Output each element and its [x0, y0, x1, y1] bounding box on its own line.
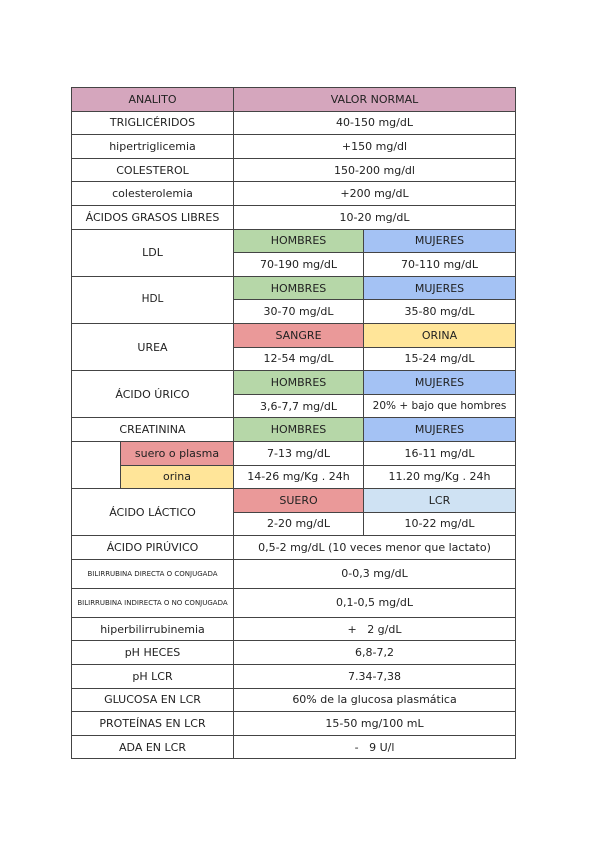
orina-value: 15-24 mg/dL [364, 347, 516, 371]
table-row [72, 276, 516, 300]
analyte-value: 7.34-7,38 [234, 665, 516, 689]
table-row [72, 688, 516, 712]
sangre-header: SANGRE [234, 323, 364, 347]
table-row [72, 489, 516, 513]
hombres-header: HOMBRES [234, 276, 364, 300]
table-row [72, 323, 516, 347]
table-row [72, 712, 516, 736]
analyte-name: ÁCIDO LÁCTICO [72, 489, 234, 536]
reference-values-table [71, 87, 516, 759]
lcr-header: LCR [364, 489, 516, 513]
analyte-name: hiperbilirrubinemia [72, 617, 234, 641]
hombres-value: 14-26 mg/Kg . 24h [234, 465, 364, 489]
analyte-name: UREA [72, 323, 234, 370]
analyte-value: 0-0,3 mg/dL [234, 559, 516, 588]
suero-header: SUERO [234, 489, 364, 513]
lcr-value: 10-22 mg/dL [364, 512, 516, 536]
table-row [72, 617, 516, 641]
table-row [72, 135, 516, 159]
analyte-name: CREATININA [72, 418, 234, 442]
analyte-name: colesterolemia [72, 182, 234, 206]
hombres-header: HOMBRES [234, 371, 364, 395]
hombres-header: HOMBRES [234, 229, 364, 253]
analyte-name: pH LCR [72, 665, 234, 689]
table-row [72, 418, 516, 442]
table-row [72, 465, 516, 489]
analyte-name: hipertriglicemia [72, 135, 234, 159]
table-row [72, 205, 516, 229]
hombres-value: 7-13 mg/dL [234, 441, 364, 465]
analyte-name: HDL [72, 276, 234, 323]
header-valor-normal: VALOR NORMAL [234, 88, 516, 112]
table-row [72, 641, 516, 665]
suero-value: 2-20 mg/dL [234, 512, 364, 536]
analyte-value: 0,5-2 mg/dL (10 veces menor que lactato) [234, 536, 516, 560]
mujeres-value: 16-11 mg/dL [364, 441, 516, 465]
analyte-value: 150-200 mg/dl [234, 158, 516, 182]
analyte-name: GLUCOSA EN LCR [72, 688, 234, 712]
analyte-name: ÁCIDOS GRASOS LIBRES [72, 205, 234, 229]
analyte-name: BILIRRUBINA DIRECTA O CONJUGADA [72, 559, 234, 588]
table-row [72, 158, 516, 182]
table-row [72, 441, 516, 465]
hombres-value: 70-190 mg/dL [234, 253, 364, 277]
table-row [72, 182, 516, 206]
mujeres-value: 11.20 mg/Kg . 24h [364, 465, 516, 489]
analyte-name: ÁCIDO PIRÚVICO [72, 536, 234, 560]
header-analito: ANALITO [72, 88, 234, 112]
table-row [72, 536, 516, 560]
hombres-value: 3,6-7,7 mg/dL [234, 394, 364, 418]
table-row [72, 735, 516, 759]
orina-header: ORINA [364, 323, 516, 347]
analyte-value: 6,8-7,2 [234, 641, 516, 665]
analyte-value: 0,1-0,5 mg/dL [234, 588, 516, 617]
analyte-value: 15-50 mg/100 mL [234, 712, 516, 736]
mujeres-header: MUJERES [364, 418, 516, 442]
table-row [72, 588, 516, 617]
table-header-row [72, 88, 516, 112]
analyte-name: pH HECES [72, 641, 234, 665]
hombres-value: 30-70 mg/dL [234, 300, 364, 324]
analyte-name: ADA EN LCR [72, 735, 234, 759]
mujeres-value: 70-110 mg/dL [364, 253, 516, 277]
analyte-value: 60% de la glucosa plasmática [234, 688, 516, 712]
analyte-name: ÁCIDO ÚRICO [72, 371, 234, 418]
table-row [72, 371, 516, 395]
table-row [72, 559, 516, 588]
analyte-value: +150 mg/dl [234, 135, 516, 159]
mujeres-header: MUJERES [364, 276, 516, 300]
mujeres-header: MUJERES [364, 371, 516, 395]
analyte-value: 10-20 mg/dL [234, 205, 516, 229]
hombres-header: HOMBRES [234, 418, 364, 442]
analyte-value: + 2 g/dL [234, 617, 516, 641]
table-row [72, 111, 516, 135]
orina-label: orina [121, 465, 234, 489]
analyte-value: - 9 U/l [234, 735, 516, 759]
analyte-name: COLESTEROL [72, 158, 234, 182]
analyte-name: TRIGLICÉRIDOS [72, 111, 234, 135]
table-row [72, 229, 516, 253]
sangre-value: 12-54 mg/dL [234, 347, 364, 371]
analyte-value: +200 mg/dL [234, 182, 516, 206]
analyte-value: 40-150 mg/dL [234, 111, 516, 135]
creatinina-indent [72, 441, 121, 488]
mujeres-value: 20% + bajo que hombres [364, 394, 516, 418]
suero-plasma-label: suero o plasma [121, 441, 234, 465]
analyte-name: BILIRRUBINA INDIRECTA O NO CONJUGADA [72, 588, 234, 617]
analyte-name: LDL [72, 229, 234, 276]
mujeres-header: MUJERES [364, 229, 516, 253]
mujeres-value: 35-80 mg/dL [364, 300, 516, 324]
table-row [72, 665, 516, 689]
analyte-name: PROTEÍNAS EN LCR [72, 712, 234, 736]
